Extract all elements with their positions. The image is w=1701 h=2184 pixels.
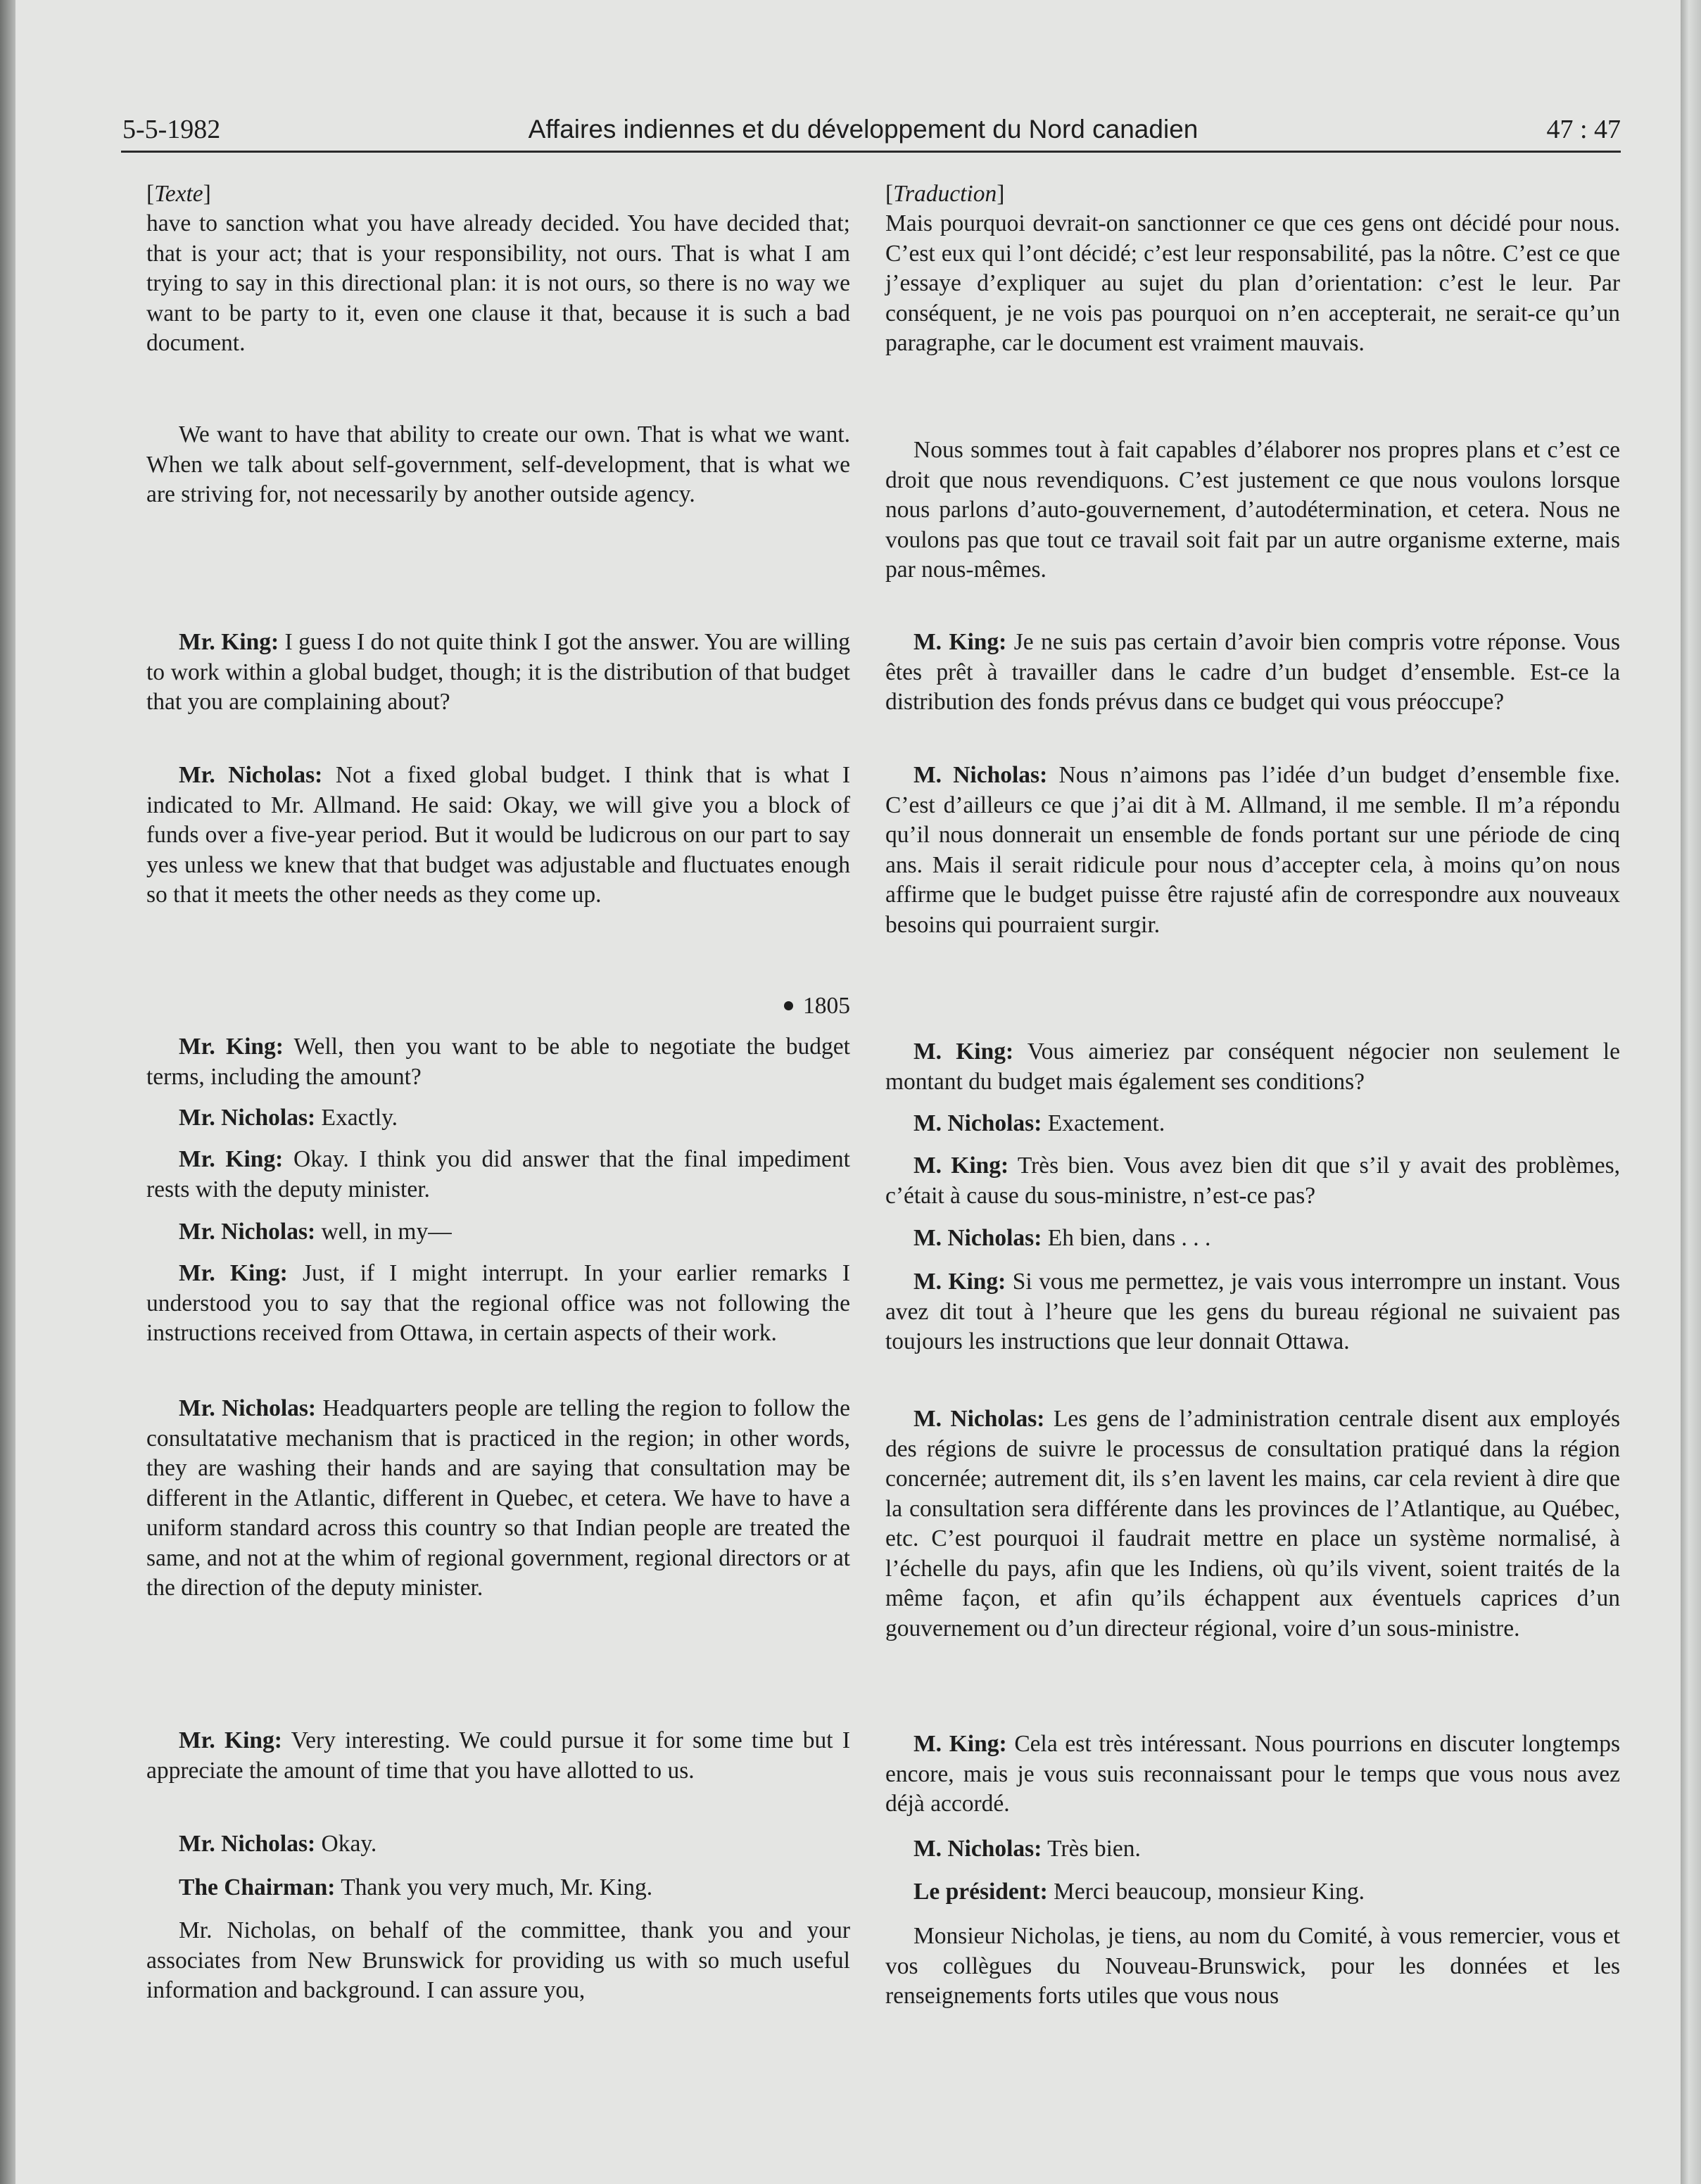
- paragraph: Nous sommes tout à fait capables d’élaborer nos propres plans et c’est ce droit que nous revendiquons. C’est justement ce que nous voulons lorsque nous parlons d’auto-gouvernement, d’autodétermination, et cetera. Nous ne voulons pas que tout ce travail soit fait par un autre organisme externe, mais par nous-mêmes.: [885, 437, 1620, 583]
- marker-text: Texte: [154, 181, 203, 207]
- header-date: 5-5-1982: [122, 115, 221, 144]
- paragraph: Mais pourquoi devrait-on sanctionner ce que ces gens ont décidé pour nous. C’est eux qui l’ont décidé; c’est leur responsabilité, pas la nôtre. C’est ce que j’essaye d’expliquer au sujet du plan d’orientation: c’est le leur. Par conséquent, je ne vois pas pourquoi on n’en accepterait, ne serait-ce qu’un paragraphe, car le document est vraiment mauvais.: [885, 210, 1620, 356]
- speech: [146, 1873, 850, 1903]
- paragraph: We want to have that ability to create our own. That is what we want. When we talk about self-government, self-development, that is what we are striving for, not necessarily by another outside agency.: [146, 421, 850, 507]
- speaker: M. Nicholas:: [913, 1836, 1042, 1862]
- page-number: 47 : 47: [1546, 115, 1621, 144]
- page-edge: [1681, 0, 1701, 2184]
- speech: [146, 1145, 850, 1205]
- speaker: Mr. King:: [179, 1727, 282, 1753]
- paragraph: Mr. Nicholas, on behalf of the committee, thank you and your associates from New Brunswick for providing us with so much useful information and background. I can assure you,: [146, 1917, 850, 2003]
- speech-text: Headquarters people are telling the region to follow the consultatative mechanism that is practiced in the region; in other words, they are washing their hands and are saying that consultation may be different in the Atlantic, different in Quebec, et cetera. We have to have a uniform standard across this country so that Indian people are treated the same, and not at the whim of regional government, regional directors or at the direction of the deputy minister.: [146, 1395, 850, 1601]
- speech-text: Okay.: [321, 1831, 377, 1857]
- speaker: Mr. King:: [179, 629, 279, 655]
- speech: [885, 1037, 1620, 1097]
- speech: [885, 1729, 1620, 1820]
- speech: [146, 1394, 850, 1604]
- speech: [885, 761, 1620, 940]
- speech-text: Exactly.: [321, 1105, 398, 1131]
- speech-text: Nous n’aimons pas l’idée d’un budget d’ensemble fixe. C’est d’ailleurs ce que j’ai dit à M. Allmand, il me semble. Il m’a répondu qu’il nous donnerait un ensemble de fonds portant sur une période de cinq ans. Mais il serait ridicule pour nous d’accepter cela, à moins qu’on nous affirme que le budget puisse être rajusté afin de correspondre aux nouveaux besoins qui pourraient surgir.: [885, 762, 1620, 938]
- speech-text: Just, if I might interrupt. In your earlier remarks I understood you to say that the regional office was not following the instructions received from Ottawa, in certain aspects of their work.: [146, 1260, 850, 1346]
- speaker: M. King:: [913, 629, 1007, 655]
- language-marker: [Texte]: [146, 181, 211, 207]
- speech: [885, 1834, 1620, 1865]
- speech-text: well, in my—: [321, 1219, 452, 1245]
- speech-text: Vous aimeriez par conséquent négocier non seulement le montant du budget mais également ses conditions?: [885, 1039, 1620, 1095]
- speaker: M. Nicholas:: [913, 1225, 1042, 1251]
- speech: [885, 628, 1620, 718]
- language-marker: [Traduction]: [885, 181, 1005, 207]
- header-rule: [121, 151, 1621, 153]
- time-text: 1805: [803, 993, 850, 1019]
- speech-text: Merci beaucoup, monsieur King.: [1054, 1879, 1365, 1905]
- speaker: Mr. Nicholas:: [179, 1831, 316, 1857]
- speaker: M. King:: [913, 1039, 1014, 1065]
- speech-text: Eh bien, dans . . .: [1047, 1225, 1211, 1251]
- speech: [885, 1404, 1620, 1644]
- speaker: Le président:: [913, 1879, 1048, 1905]
- speech-text: Well, then you want to be able to negotiate the budget terms, including the amount?: [146, 1034, 850, 1090]
- paragraph: Monsieur Nicholas, je tiens, au nom du Comité, à vous remercier, vous et vos collègues du Nouveau-Brunswick, pour les données et les renseignements forts utiles que vous nous: [885, 1923, 1620, 2009]
- speaker: M. King:: [913, 1731, 1007, 1757]
- speech-text: Not a fixed global budget. I think that is what I indicated to Mr. Allmand. He said: Okay, we will give you a block of funds over a five-year period. But it would be ludicrous on our part to say yes unless we knew that that budget was adjustable and fluctuates enough so that it meets the other needs as they come up.: [146, 762, 850, 908]
- speaker: Mr. King:: [179, 1146, 284, 1172]
- speech: [146, 761, 850, 910]
- speaker: The Chairman:: [179, 1874, 336, 1900]
- speech-text: Très bien. Vous avez bien dit que s’il y avait des problèmes, c’était à cause du sous-ministre, n’est-ce pas?: [885, 1153, 1620, 1209]
- speech: [146, 1726, 850, 1786]
- speech-text: Very interesting. We could pursue it for some time but I appreciate the amount of time that you have allotted to us.: [146, 1727, 850, 1784]
- speech-text: Très bien.: [1047, 1836, 1141, 1862]
- speech: [885, 1224, 1620, 1254]
- speech: [885, 1877, 1620, 1907]
- time-stamp: [784, 991, 850, 1022]
- speech: [146, 1103, 850, 1134]
- speech: [146, 1217, 850, 1247]
- speaker: Mr. Nicholas:: [179, 1219, 316, 1245]
- speaker: M. Nicholas:: [913, 762, 1048, 788]
- speech-text: Si vous me permettez, je vais vous interrompre un instant. Vous avez dit tout à l’heure que les gens du bureau régional ne suivaient pas toujours les instructions que leur donnait Ottawa.: [885, 1269, 1620, 1354]
- speaker: Mr. King:: [179, 1034, 284, 1060]
- speech-text: Exactement.: [1047, 1110, 1165, 1136]
- speaker: M. King:: [913, 1269, 1006, 1295]
- speaker: M. Nicholas:: [913, 1406, 1045, 1432]
- speaker: M. King:: [913, 1153, 1009, 1179]
- speaker: Mr. King:: [179, 1260, 288, 1286]
- speech: [885, 1151, 1620, 1211]
- speech: [146, 1032, 850, 1092]
- speaker: M. Nicholas:: [913, 1110, 1042, 1136]
- speech: [885, 1109, 1620, 1139]
- paragraph: have to sanction what you have already decided. You have decided that; that is your act; that is your responsibility, not ours. That is what I am trying to say in this directional plan: it is not ours, so there is no way we want to be party to it, even one clause it that, because it is such a bad document.: [146, 210, 850, 356]
- binding-shadow: [0, 0, 15, 2184]
- bullet-icon: [784, 1001, 793, 1010]
- speech: [885, 1267, 1620, 1357]
- speech-text: I guess I do not quite think I got the answer. You are willing to work within a global budget, though; it is the distribution of that budget that you are complaining about?: [146, 629, 850, 715]
- speech-text: Okay. I think you did answer that the final impediment rests with the deputy minister.: [146, 1146, 850, 1202]
- header-title: Affaires indiennes et du développement du Nord canadien: [528, 115, 1199, 144]
- speech: [146, 1829, 850, 1860]
- speech-text: Cela est très intéressant. Nous pourrions en discuter longtemps encore, mais je vous suis reconnaissant pour le temps que vous nous avez déjà accordé.: [885, 1731, 1620, 1817]
- speaker: Mr. Nicholas:: [179, 1105, 316, 1131]
- running-header: [106, 110, 1621, 149]
- speech-text: Les gens de l’administration centrale disent aux employés des régions de suivre le processus de consultation pratiqué dans la région concernée; autrement dit, ils s’en lavent les mains, car cela revient à dire que la consultation sera différente dans les provinces de l’Atlantique, au Québec, etc. C’est pourquoi il faudrait mettre en place un système normalisé, à l’échelle du pays, afin que les Indiens, où qu’ils vivent, soient traités de la même façon, et afin qu’ils échappent aux éventuels caprices d’un gouvernement ou d’un directeur régional, voire d’un sous-ministre.: [885, 1406, 1621, 1642]
- speaker: Mr. Nicholas:: [179, 1395, 317, 1421]
- speaker: Mr. Nicholas:: [179, 762, 323, 788]
- speech: [146, 628, 850, 718]
- speech: [146, 1259, 850, 1349]
- speech-text: Je ne suis pas certain d’avoir bien compris votre réponse. Vous êtes prêt à travailler dans le cadre d’un budget d’ensemble. Est-ce la distribution des fonds prévus dans ce budget qui vous préoccupe?: [885, 629, 1620, 715]
- marker-text: Traduction: [893, 181, 997, 207]
- speech-text: Thank you very much, Mr. King.: [341, 1874, 653, 1900]
